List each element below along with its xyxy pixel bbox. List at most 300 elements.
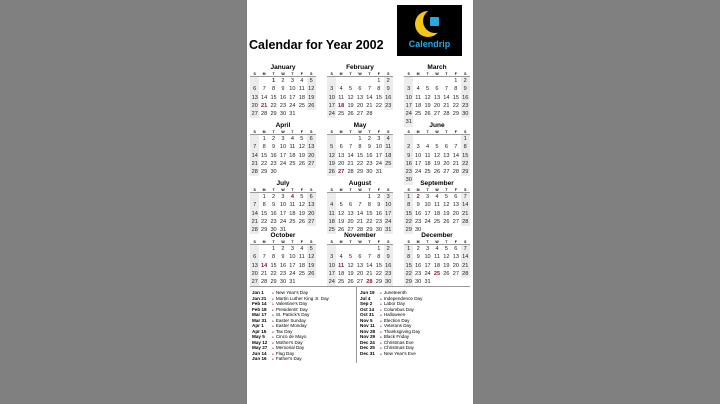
- day-cell: 7: [444, 86, 448, 93]
- bullet-icon: ●: [272, 291, 274, 295]
- day-cell: 13: [452, 202, 459, 209]
- day-cell: 7: [262, 254, 266, 261]
- day-cell: 31: [424, 279, 431, 286]
- holiday-name: Independence Day: [383, 295, 423, 301]
- weekday-header: T: [365, 130, 374, 135]
- bullet-icon: ●: [380, 313, 382, 317]
- holiday-date: Jul 4: [360, 295, 371, 301]
- day-cell: 5: [348, 254, 353, 261]
- day-cell: 22: [261, 218, 268, 225]
- weekday-header: S: [307, 240, 316, 245]
- day-cell: 25: [338, 111, 345, 118]
- day-cell: 9: [416, 202, 420, 209]
- holiday-date: Nov 11: [360, 323, 375, 328]
- day-cell: 16: [415, 262, 422, 269]
- day-cell: 18: [289, 210, 296, 217]
- holiday-date: Jun 16: [252, 356, 267, 361]
- day-cell: 16: [385, 262, 392, 269]
- day-cell: 21: [347, 160, 354, 167]
- day-cell: 9: [281, 86, 285, 93]
- logo-text: Calendrip: [408, 39, 451, 49]
- holiday-name: Christmas Day: [383, 345, 414, 350]
- day-cell: 16: [462, 94, 469, 101]
- day-cell: 8: [262, 202, 266, 209]
- day-cell: 5: [327, 143, 336, 151]
- day-cell: 10: [415, 152, 422, 159]
- day-cell: 3: [425, 194, 430, 200]
- day-cell: 5: [348, 86, 353, 93]
- day-cell: 22: [270, 270, 277, 277]
- day-cell: 22: [452, 102, 459, 109]
- holiday-date: Sep 2: [360, 301, 373, 306]
- day-cell: 25: [289, 218, 296, 225]
- day-cell: 11: [434, 202, 440, 209]
- day-cell: 2: [271, 136, 276, 142]
- holiday-name: Labor Day: [383, 301, 406, 306]
- day-cell: 4: [290, 136, 294, 142]
- weekday-header: M: [336, 130, 345, 135]
- day-cell: 23: [385, 270, 392, 277]
- day-cell: 30: [366, 169, 373, 176]
- day-cell: 17: [424, 262, 431, 269]
- day-cell: 21: [261, 102, 268, 109]
- bullet-icon: ●: [272, 340, 274, 345]
- day-cell: 29: [452, 111, 459, 118]
- empty-cell: [250, 77, 259, 85]
- day-cell: 15: [261, 152, 268, 159]
- day-cell: 21: [356, 218, 364, 225]
- empty-cell: [336, 193, 345, 201]
- day-cell: 20: [452, 210, 459, 217]
- holiday-name: Columbus Day: [383, 306, 414, 312]
- day-cell: 12: [443, 202, 450, 209]
- day-cell: 1: [358, 136, 362, 142]
- bullet-icon: ●: [380, 302, 382, 306]
- day-cell: 8: [358, 144, 362, 151]
- day-cell: 13: [356, 262, 364, 269]
- day-cell: 7: [461, 193, 470, 201]
- day-cell: 19: [347, 102, 354, 109]
- day-cell: 28: [261, 111, 268, 118]
- day-cell: 5: [307, 77, 316, 85]
- day-cell: 12: [308, 254, 315, 261]
- day-cell: 21: [366, 270, 373, 277]
- day-cell: 17: [289, 262, 296, 269]
- holiday-name: New Year's Day: [275, 290, 309, 295]
- day-cell: 14: [251, 152, 258, 159]
- weekday-header: M: [336, 188, 345, 193]
- weekday-header: F: [374, 188, 383, 193]
- day-cell: 19: [308, 94, 315, 101]
- day-cell: 2: [281, 246, 285, 252]
- day-cell: 1: [454, 78, 458, 84]
- holiday-name: Flag Day: [275, 350, 295, 356]
- weekday-header: F: [451, 240, 460, 245]
- weekday-header: T: [346, 240, 355, 245]
- weekday-header: T: [269, 240, 278, 245]
- bullet-icon: ●: [272, 335, 274, 339]
- weekday-header: T: [288, 240, 297, 245]
- day-cell: 24: [375, 160, 382, 167]
- day-cell: 15: [452, 94, 459, 101]
- day-cell: 2: [377, 194, 381, 200]
- day-cell: 5: [425, 86, 430, 93]
- bullet-icon: ●: [380, 318, 382, 323]
- weekday-header: T: [423, 188, 432, 193]
- weekday-header: S: [404, 130, 413, 135]
- day-cell: 22: [405, 270, 412, 277]
- holiday-list: [250, 286, 470, 361]
- day-cell: 17: [328, 102, 335, 109]
- day-cell: 21: [443, 102, 450, 109]
- bullet-icon: ●: [272, 351, 274, 356]
- day-cell: 28: [261, 279, 268, 286]
- empty-cell: [327, 193, 336, 201]
- day-cell: 7: [454, 144, 458, 151]
- day-cell: 14: [366, 94, 373, 101]
- weekday-header: T: [269, 130, 278, 135]
- day-cell: 27: [356, 279, 364, 286]
- day-cell: 11: [289, 202, 296, 209]
- bullet-icon: ●: [272, 346, 274, 350]
- day-cell: 18: [433, 210, 441, 217]
- month-name: February: [346, 64, 374, 71]
- day-cell: 19: [424, 102, 431, 109]
- weekday-header: M: [259, 72, 268, 77]
- day-cell: 10: [328, 94, 335, 101]
- day-cell: 12: [308, 86, 315, 93]
- day-cell: 6: [435, 86, 439, 93]
- day-cell: 31: [385, 227, 392, 234]
- weekday-header: M: [413, 240, 422, 245]
- empty-cell: [346, 245, 355, 253]
- day-cell: 29: [405, 227, 412, 234]
- empty-cell: [432, 135, 441, 143]
- day-cell: 27: [251, 111, 258, 118]
- empty-cell: [413, 77, 422, 85]
- day-cell: 9: [367, 144, 371, 151]
- weekday-header: S: [327, 130, 336, 135]
- day-cell: 26: [328, 169, 335, 176]
- day-cell: 19: [443, 262, 450, 269]
- holiday-date: Dec 25: [360, 345, 375, 350]
- day-cell: 1: [271, 78, 276, 84]
- bullet-icon: ●: [272, 329, 274, 334]
- day-cell: 22: [405, 218, 412, 225]
- day-cell: 16: [385, 94, 392, 101]
- day-cell: 6: [454, 246, 458, 252]
- weekday-header: S: [250, 130, 259, 135]
- weekday-header: T: [423, 130, 432, 135]
- day-cell: 9: [404, 152, 413, 160]
- day-cell: 4: [435, 194, 439, 200]
- day-cell: 16: [366, 152, 373, 159]
- day-cell: 24: [279, 160, 287, 167]
- day-cell: 8: [367, 202, 371, 209]
- day-cell: 1: [461, 135, 470, 143]
- day-cell: 27: [347, 227, 354, 234]
- weekday-header: F: [297, 240, 306, 245]
- month-september: [404, 180, 470, 234]
- day-cell: 1: [262, 136, 266, 142]
- bullet-icon: ●: [272, 324, 274, 328]
- empty-cell: [423, 77, 432, 85]
- day-cell: 21: [251, 218, 258, 225]
- holiday-date: Nov 28: [360, 328, 376, 334]
- day-cell: 11: [298, 254, 305, 261]
- day-cell: 4: [327, 201, 336, 209]
- day-cell: 7: [358, 202, 362, 209]
- weekday-header: W: [432, 240, 441, 245]
- day-cell: 24: [415, 169, 422, 176]
- day-cell: 22: [375, 270, 382, 277]
- weekday-header: M: [413, 130, 422, 135]
- holiday-date: Dec 24: [360, 339, 375, 345]
- day-cell: 10: [405, 94, 412, 101]
- day-cell: 12: [298, 144, 305, 151]
- month-may: [327, 122, 393, 176]
- day-cell: 3: [404, 85, 413, 93]
- weekday-header: S: [384, 130, 393, 135]
- day-cell: 29: [270, 279, 277, 286]
- weekday-header: S: [461, 188, 470, 193]
- weekday-header: W: [278, 240, 287, 245]
- day-cell: 6: [454, 194, 458, 200]
- day-cell: 9: [271, 202, 276, 209]
- bullet-icon: ●: [380, 346, 382, 350]
- day-cell: 5: [300, 194, 304, 200]
- day-cell: 27: [443, 169, 450, 176]
- weekday-header: F: [451, 188, 460, 193]
- holiday-name: Black Friday: [383, 334, 410, 339]
- divider: [356, 287, 357, 363]
- day-cell: 8: [404, 201, 413, 209]
- day-cell: 26: [338, 227, 345, 234]
- day-cell: 20: [251, 270, 258, 277]
- day-cell: 28: [251, 227, 258, 234]
- holiday-name: Easter Monday: [275, 323, 307, 328]
- day-cell: 15: [375, 94, 382, 101]
- holiday-name: Mother's Day: [275, 339, 303, 345]
- weekday-header: M: [336, 72, 345, 77]
- empty-cell: [250, 193, 259, 201]
- calendar-icon: [430, 17, 439, 26]
- day-cell: 7: [250, 201, 259, 209]
- weekday-header: T: [423, 72, 432, 77]
- day-cell: 2: [384, 77, 393, 85]
- weekday-header: F: [297, 72, 306, 77]
- empty-cell: [404, 135, 413, 143]
- day-cell: 25: [424, 169, 431, 176]
- day-cell: 17: [279, 210, 287, 217]
- day-cell: 29: [375, 279, 382, 286]
- day-cell: 18: [385, 152, 392, 159]
- weekday-header: F: [451, 130, 460, 135]
- day-cell: 5: [444, 194, 448, 200]
- holiday-name: Martin Luther King Jr. Day: [275, 295, 329, 301]
- day-cell: 22: [356, 160, 364, 167]
- day-cell: 3: [327, 253, 336, 261]
- day-cell: 27: [308, 218, 315, 225]
- day-cell: 3: [425, 246, 430, 252]
- day-cell: 16: [405, 160, 412, 167]
- empty-cell: [250, 135, 259, 143]
- day-cell: 7: [348, 144, 353, 151]
- day-cell: 29: [366, 227, 373, 234]
- weekday-header: T: [442, 72, 451, 77]
- day-cell: 2: [404, 143, 413, 151]
- day-cell: 23: [375, 218, 382, 225]
- month-name: November: [344, 232, 376, 239]
- holiday-date: Oct 14: [360, 306, 375, 312]
- holiday-date: Jun 14: [252, 350, 267, 356]
- weekday-header: T: [365, 188, 374, 193]
- day-cell: 15: [405, 262, 412, 269]
- holiday-column-left: [252, 290, 329, 362]
- month-name: December: [421, 232, 453, 239]
- day-cell: 19: [298, 152, 305, 159]
- day-cell: 24: [424, 270, 431, 277]
- weekday-header: T: [346, 188, 355, 193]
- day-cell: 22: [366, 218, 373, 225]
- day-cell: 13: [308, 144, 315, 151]
- day-cell: 2: [367, 136, 371, 142]
- day-cell: 3: [327, 85, 336, 93]
- day-cell: 2: [271, 194, 276, 200]
- weekday-header: T: [365, 240, 374, 245]
- day-cell: 25: [289, 160, 296, 167]
- empty-cell: [442, 135, 451, 143]
- weekday-header: F: [374, 72, 383, 77]
- weekday-header: S: [250, 72, 259, 77]
- day-cell: 30: [385, 279, 392, 286]
- day-cell: 8: [377, 86, 381, 93]
- day-cell: 12: [298, 202, 305, 209]
- bullet-icon: ●: [380, 335, 382, 339]
- month-name: June: [429, 122, 445, 129]
- calendar-page: [247, 0, 473, 404]
- weekday-header: W: [278, 130, 287, 135]
- holiday-name: Veterans Day: [383, 323, 412, 328]
- weekday-header: S: [461, 130, 470, 135]
- day-cell: 10: [424, 254, 431, 261]
- day-cell: 17: [424, 210, 431, 217]
- day-cell: 12: [424, 94, 431, 101]
- holiday-date: Mar 31: [252, 317, 267, 323]
- weekday-header: W: [355, 130, 364, 135]
- holiday-date: Dec 31: [360, 350, 375, 356]
- day-cell: 31: [279, 227, 287, 234]
- day-cell: 27: [452, 218, 459, 225]
- month-october: [250, 232, 316, 286]
- day-cell: 16: [270, 210, 277, 217]
- bullet-icon: ●: [272, 296, 274, 301]
- empty-cell: [355, 77, 364, 85]
- day-cell: 20: [443, 160, 450, 167]
- holiday-item: [252, 356, 329, 362]
- day-cell: 20: [308, 152, 315, 159]
- weekday-header: S: [404, 188, 413, 193]
- weekday-header: T: [365, 72, 374, 77]
- holiday-name: Cinco de Mayo: [275, 334, 307, 339]
- day-cell: 6: [444, 144, 448, 151]
- month-name: May: [353, 122, 367, 129]
- weekday-header: F: [374, 130, 383, 135]
- day-cell: 4: [290, 194, 294, 200]
- holiday-column-right: [360, 290, 422, 356]
- day-cell: 23: [366, 160, 373, 167]
- day-cell: 19: [308, 262, 315, 269]
- day-cell: 4: [339, 86, 343, 93]
- empty-cell: [336, 245, 345, 253]
- day-cell: 30: [270, 169, 277, 176]
- weekday-header: S: [404, 72, 413, 77]
- weekday-header: W: [432, 72, 441, 77]
- day-cell: 5: [300, 136, 304, 142]
- empty-cell: [327, 245, 336, 253]
- day-cell: 23: [405, 169, 412, 176]
- weekday-header: S: [461, 72, 470, 77]
- day-cell: 17: [375, 152, 382, 159]
- day-cell: 23: [279, 102, 287, 109]
- page-title: Calendar for Year 2002: [249, 38, 384, 52]
- empty-cell: [365, 245, 374, 253]
- weekday-header: T: [269, 72, 278, 77]
- day-cell: 1: [367, 194, 371, 200]
- day-cell: 14: [347, 152, 354, 159]
- day-cell: 13: [338, 152, 345, 159]
- holiday-name: Father's Day: [275, 356, 302, 361]
- day-cell: 18: [289, 152, 296, 159]
- day-cell: 24: [328, 279, 335, 286]
- day-cell: 29: [405, 279, 412, 286]
- weekday-header: W: [278, 72, 287, 77]
- bullet-icon: ●: [380, 329, 382, 334]
- holiday-date: Oct 31: [360, 312, 375, 317]
- day-cell: 1: [271, 246, 276, 252]
- day-cell: 25: [338, 279, 345, 286]
- day-cell: 21: [462, 262, 469, 269]
- empty-cell: [451, 135, 460, 143]
- day-cell: 15: [270, 94, 277, 101]
- day-cell: 24: [385, 218, 392, 225]
- day-cell: 13: [251, 262, 258, 269]
- day-cell: 28: [366, 111, 373, 118]
- day-cell: 11: [298, 86, 305, 93]
- day-cell: 16: [375, 210, 382, 217]
- day-cell: 10: [328, 262, 335, 269]
- day-cell: 9: [384, 253, 393, 261]
- weekday-header: F: [297, 130, 306, 135]
- day-cell: 23: [270, 160, 277, 167]
- day-cell: 15: [270, 262, 277, 269]
- month-august: [327, 180, 393, 234]
- holiday-name: Halloween: [383, 312, 406, 317]
- day-cell: 11: [328, 210, 335, 217]
- day-cell: 1: [377, 78, 381, 84]
- day-cell: 8: [461, 143, 470, 151]
- day-cell: 30: [405, 177, 412, 184]
- weekday-header: T: [442, 240, 451, 245]
- day-cell: 2: [416, 194, 420, 200]
- bullet-icon: ●: [272, 302, 274, 306]
- day-cell: 30: [462, 111, 469, 118]
- day-cell: 3: [416, 144, 420, 151]
- day-cell: 22: [462, 160, 469, 167]
- day-cell: 25: [298, 270, 305, 277]
- month-june: [404, 122, 470, 185]
- day-cell: 4: [300, 246, 304, 252]
